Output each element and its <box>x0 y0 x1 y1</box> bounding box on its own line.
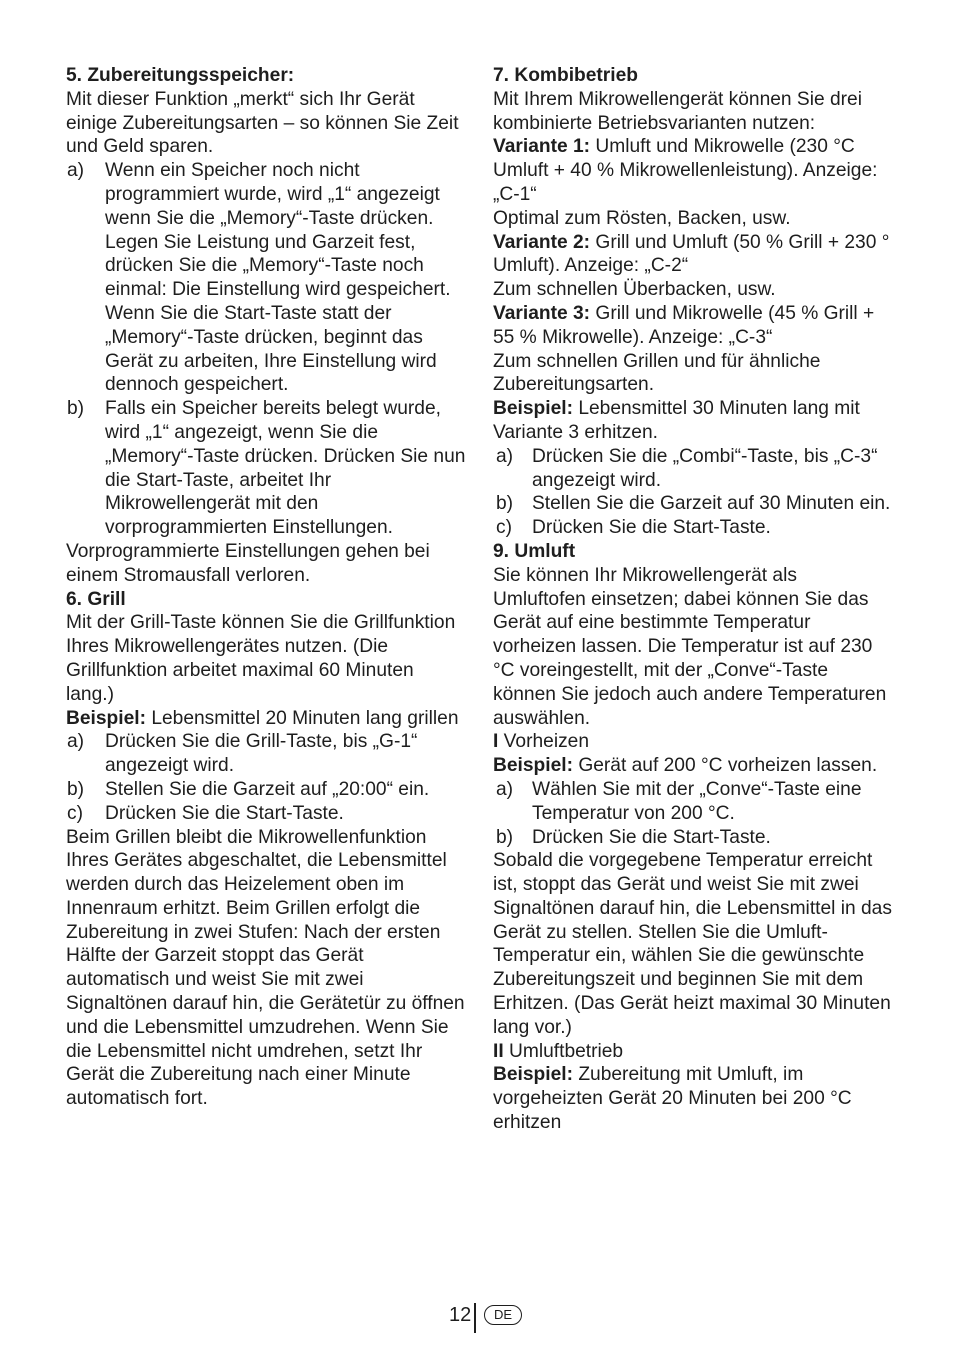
list-item-text: Stellen Sie die Garzeit auf „20:00“ ein. <box>105 778 430 800</box>
variant-text: Grill und Mikrowelle (45 % Grill + 55 % Mikrowelle). Anzeige: „C-3“ <box>493 302 875 348</box>
language-badge: DE <box>484 1305 522 1325</box>
example-text: Zubereitung mit Umluft, im vorgeheizten Gerät 20 Minuten bei 200 °C erhitzen <box>493 1064 852 1134</box>
variant-text: Grill und Umluft (50 % Grill + 230 ° Umluft). Anzeige: „C-2“ <box>493 231 890 277</box>
list-marker: b) <box>67 778 85 800</box>
list-marker: b) <box>496 493 514 515</box>
list-item <box>66 730 466 778</box>
paragraph: Beim Grillen bleibt die Mikrowellenfunktion Ihres Gerätes abgeschaltet, die Lebensmittel werden durch das Heizelement oben im Innenraum erhitzt. Beim Grillen erfolgt die Zubereitung in zwei Stufen: Nach der ersten Hälfte der Garzeit stoppt das Gerät automatisch und weist Sie mit zwei Signaltönen darauf hin, die Gerätetür zu öffnen und die Lebensmittel umzudrehen. Wenn Sie die Lebensmittel nicht umdrehen, setzt Ihr Gerät die Zubereitung nach einer Minute automatisch fort. <box>66 826 465 1110</box>
example-label: Beispiel: <box>66 707 146 729</box>
variant-label: Variante 3: <box>493 302 591 324</box>
variant-paragraph <box>493 135 893 206</box>
list-item-text: Drücken Sie die Start-Taste. <box>532 517 771 539</box>
section-heading-umluft: 9. Umluft <box>493 540 576 562</box>
list-marker: a) <box>496 445 514 467</box>
subheading-label: II <box>493 1040 504 1062</box>
example-label: Beispiel: <box>493 398 573 420</box>
list-item-text: Drücken Sie die Grill-Taste, bis „G-1“ angezeigt wird. <box>105 731 418 777</box>
list-item-text: Drücken Sie die Start-Taste. <box>105 802 344 824</box>
paragraph: Vorprogrammierte Einstellungen gehen bei einem Stromausfall verloren. <box>66 540 430 586</box>
paragraph: Sie können Ihr Mikrowellengerät als Umluftofen einsetzen; dabei können Sie das Gerät auf eine bestimmte Temperatur vorheizen lassen. Die Temperatur ist auf 230 °C voreingestellt, mit der „Conve“-Taste können Sie jedoch auch andere Temperaturen auswählen. <box>493 564 887 729</box>
example-text: Lebensmittel 30 Minuten lang mit Variante 3 erhitzen. <box>493 398 860 443</box>
list-item-text: Wenn ein Speicher noch nicht programmiert wurde, wird „1“ angezeigt wenn Sie die „Memory“-Taste drücken. Legen Sie Leistung und Garzeit fest, drücken Sie die „Memory“-Taste noch einmal: Die Einstellung wird gespeichert. Wenn Sie die Start-Taste statt der „Memory“-Taste drücken, beginnt das Gerät zu arbeiten, Ihre Einstellung wird dennoch gespeichert. <box>105 160 451 396</box>
example-paragraph <box>493 1063 893 1134</box>
variant-label: Variante 2: <box>493 231 591 253</box>
variant-paragraph <box>493 302 893 350</box>
paragraph: Mit Ihrem Mikrowellengerät können Sie drei kombinierte Betriebsvarianten nutzen: <box>493 88 862 134</box>
subheading <box>493 1040 893 1064</box>
left-column <box>66 64 466 1111</box>
list-marker: a) <box>67 160 85 182</box>
list-item <box>493 516 893 540</box>
list-item <box>66 778 466 802</box>
list-item <box>66 397 466 540</box>
list-marker: a) <box>67 731 85 753</box>
page-number: 12 <box>449 1304 472 1326</box>
list-item <box>493 778 893 826</box>
paragraph: Zum schnellen Grillen und für ähnliche Zubereitungsarten. <box>493 350 821 396</box>
example-text: Gerät auf 200 °C vorheizen lassen. <box>572 755 878 777</box>
list-item-text: Stellen Sie die Garzeit auf 30 Minuten ein. <box>532 493 891 515</box>
list-item-text: Falls ein Speicher bereits belegt wurde, wird „1“ angezeigt, wenn Sie die „Memory“-Taste drücken. Drücken Sie nun die Start-Taste, arbeitet Ihr Mikrowellengerät mit den vorprogrammierten Einstellungen. <box>105 398 466 539</box>
paragraph: Sobald die vorgegebene Temperatur erreicht ist, stoppt das Gerät und weist Sie mit zwei Signaltönen darauf hin, die Lebensmittel in das Gerät zu stellen. Stellen Sie die Umluft-Temperatur ein, wählen Sie die gewünschte Zubereitungszeit und beginnen Sie mit dem Erhitzen. (Das Gerät heizt maximal 30 Minuten lang vor.) <box>493 850 892 1038</box>
example-label: Beispiel: <box>493 1064 573 1086</box>
example-paragraph <box>493 397 893 445</box>
list-item <box>66 802 466 826</box>
list-item <box>493 492 893 516</box>
paragraph: Mit dieser Funktion „merkt“ sich Ihr Gerät einige Zubereitungsarten – so können Sie Zeit und Geld sparen. <box>66 88 459 158</box>
page-footer <box>0 1302 954 1328</box>
example-paragraph <box>66 707 466 731</box>
paragraph: Mit der Grill-Taste können Sie die Grillfunktion Ihres Mikrowellengerätes nutzen. (Die Grillfunktion arbeitet maximal 60 Minuten lang.) <box>66 612 456 705</box>
variant-paragraph <box>493 231 893 279</box>
section-heading-kombibetrieb: 7. Kombibetrieb <box>493 65 638 86</box>
list-marker: a) <box>496 778 514 800</box>
list-marker: c) <box>67 802 83 824</box>
list-item <box>66 159 466 397</box>
subheading-label: I <box>493 731 499 753</box>
list-item-text: Wählen Sie mit der „Conve“-Taste eine Temperatur von 200 °C. <box>532 778 862 824</box>
list-marker: b) <box>67 398 85 420</box>
paragraph: Optimal zum Rösten, Backen, usw. <box>493 207 791 229</box>
list-marker: c) <box>496 517 512 539</box>
variant-text: Umluft und Mikrowelle (230 °C Umluft + 40 % Mikrowellenleistung). Anzeige: „C-1“ <box>493 136 878 205</box>
subheading-text: Umluftbetrieb <box>503 1040 624 1062</box>
section-heading-grill: 6. Grill <box>66 588 126 610</box>
list-item <box>493 445 893 493</box>
variant-label: Variante 1: <box>493 136 591 158</box>
list-item <box>493 826 893 850</box>
right-column <box>493 64 893 1135</box>
example-label: Beispiel: <box>493 755 573 777</box>
footer-divider <box>474 1303 476 1333</box>
section-heading-zubereitungsspeicher: 5. Zubereitungsspeicher: <box>66 65 295 86</box>
subheading-text: Vorheizen <box>498 731 590 753</box>
example-paragraph <box>493 754 893 778</box>
list-item-text: Drücken Sie die „Combi“-Taste, bis „C-3“ angezeigt wird. <box>532 445 878 491</box>
subheading <box>493 730 893 754</box>
list-item-text: Drücken Sie die Start-Taste. <box>532 826 771 848</box>
paragraph: Zum schnellen Überbacken, usw. <box>493 279 776 301</box>
list-marker: b) <box>496 826 514 848</box>
example-text: Lebensmittel 20 Minuten lang grillen <box>145 707 459 729</box>
